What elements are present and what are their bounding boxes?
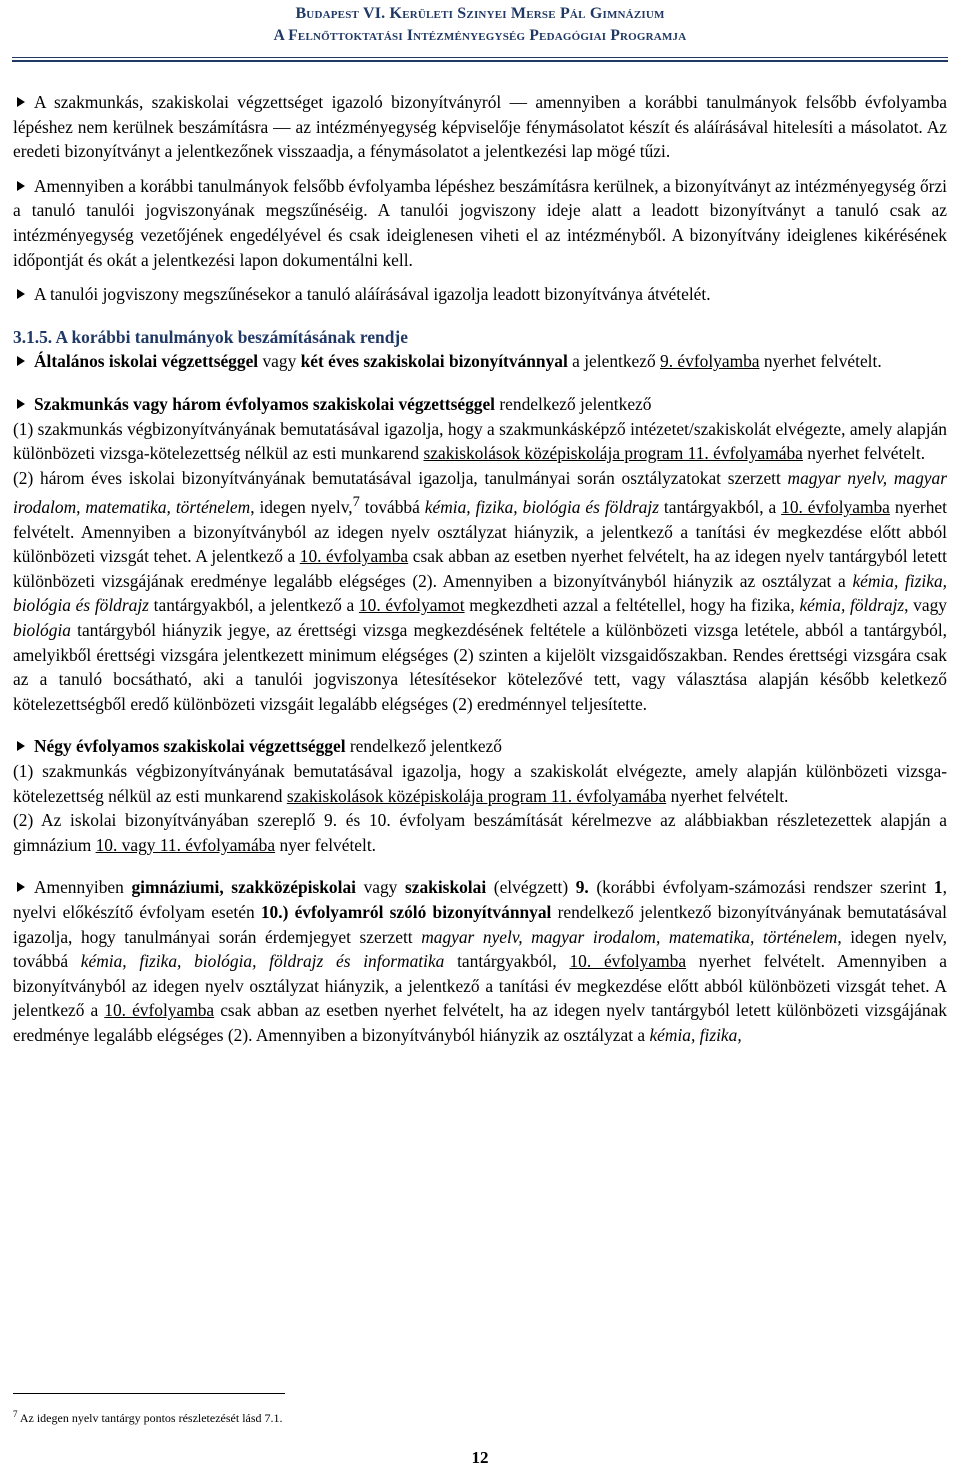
bullet-elementary: Általános iskolai végzettséggel vagy két éves szakiskolai bizonyítvánnyal a jelentkező 9. évfolyamba nyerhet felvételt. (13, 349, 947, 374)
header-program-title: A Felnőttoktatási Intézményegység Pedagógiai Programja (273, 27, 687, 44)
section-number: 3.1.5. (13, 326, 53, 347)
footnote-ref: 7 (352, 494, 360, 511)
item-four-year-1: (1) szakmunkás végbizonyítványának bemutatásával igazolja, hogy a szakiskolát elvégezte, amely alapján különbözeti vizsga-kötelezettség nélkül az esti munkarend szakiskolások középiskolája program 11. évfolyamába nyerhet felvételt. (13, 761, 947, 806)
item-four-year-2: (2) Az iskolai bizonyítványában szereplő 9. és 10. évfolyam beszámítását kérelmezve az alábbiakban részletezettek alapján a gimnázium 10. vagy 11. évfolyamába nyer felvételt. (13, 810, 947, 855)
triangle-bullet-icon (17, 356, 25, 366)
header-rule-thick (12, 60, 948, 62)
triangle-bullet-icon (17, 97, 25, 107)
document-body (13, 90, 947, 1048)
bullet-four-year-vocational: Négy évfolyamos szakiskolai végzettséggel rendelkező jelentkező (13, 734, 947, 759)
paragraph-copy-certificate: A szakmunkás, szakiskolai végzettséget igazoló bizonyítványról — amennyiben a korábbi tanulmányok felsőbb évfolyamba lépéshez nem kerülnek beszámításra — az intézményegység képviselője fénymásolatot készít és aláírásával hitelesíti a másolatot. Az eredeti bizonyítványt a jelentkezőnek visszaadja, a fénymásolatot a jelentkezési lap mögé tűzi. (13, 92, 947, 162)
triangle-bullet-icon (17, 399, 25, 409)
footnote-rule (13, 1393, 285, 1394)
footnote (13, 1407, 283, 1426)
triangle-bullet-icon (17, 882, 25, 892)
bullet-gymnasium: Amennyiben gimnáziumi, szakközépiskolai vagy szakiskolai (elvégzett) 9. (korábbi évfolyam-számozási rendszer szerint 1, nyelvi előkészítő évfolyam esetén 10.) évfolyamról szóló bizonyítvánnyal rendelkező jelentkező bizonyítványának bemutatásával igazolja, hogy tanulmányai során érdemjegyet szerzett magyar nyelv, magyar irodalom, matematika, történelem, idegen nyelv, továbbá kémia, fizika, biológia, földrajz és informatika tantárgyakból, 10. évfolyamba nyerhet felvételt. Amennyiben a bizonyítványból az idegen nyelv osztályzat hiányzik, a jelentkező a tanítási év megkezdése előtt abból különbözeti vizsgát tehet. A jelentkező a 10. évfolyamba csak abban az esetben nyerhet felvételt, ha az idegen nyelv tantárgyból letett különbözeti vizsgájának eredménye legalább elégséges (2). Amennyiben a bizonyítványból hiányzik az osztályzat a kémia, fizika, (13, 877, 947, 1045)
triangle-bullet-icon (17, 741, 25, 751)
footnote-number: 7 (13, 1409, 18, 1419)
header-school-name: Budapest VI. Kerületi Szinyei Merse Pál Gimnázium (295, 5, 665, 22)
section-heading (13, 325, 947, 350)
header-rule (12, 57, 948, 58)
triangle-bullet-icon (17, 181, 25, 191)
paragraph-return-certificate: A tanulói jogviszony megszűnésekor a tanuló aláírásával igazolja leadott bizonyítványa átvételét. (13, 282, 947, 307)
item-three-year-2: (2) három éves iskolai bizonyítványának bemutatásával igazolja, tanulmányai során osztályzatokat szerzett magyar nyelv, magyar irodalom, matematika, történelem, idegen nyelv,$^7$ továbbá kémia, fizika, biológia és földrajz tantárgyakból, a 10. évfolyamba nyerhet felvételt. Amennyiben a bizonyítványból az idegen nyelv osztályzat hiányzik, a jelentkező a tanítási év megkezdése előtt abból különbözeti vizsgát tehet. A jelentkező a 10. évfolyamba csak abban az esetben nyerhet felvételt, ha az idegen nyelv tantárgyból letett különbözeti vizsgájának eredménye legalább elégséges (2). Amennyiben a bizonyítványból hiányzik az osztályzat a kémia, fizika, biológia és földrajz tantárgyakból, a jelentkező a 10. évfolyamot megkezdheti azzal a feltétellel, hogy ha fizika, kémia, földrajz, vagy biológia tantárgyból hiányzik jegye, az érettségi vizsga megkezdésének feltétele a különbözeti vizsga letétele, abból a tantárgyból, amelyikből érettségi vizsgára jelentkezett minimum elégséges (2) szinten a kijelölt vizsgaidőszakban. Rendes érettségi vizsgára csak az a tanuló bocsátható, aki a tanulói jogviszonya létesítésekor kötelezővé tett, vagy választása alapján később keletkező kötelezettségből eredő különbözeti vizsgáit legalább elégséges (2) eredménnyel teljesítette. (13, 467, 947, 714)
page-number: 12 (471, 1448, 489, 1467)
section-title: A korábbi tanulmányok beszámításának rendje (55, 326, 408, 347)
bullet-three-year-vocational: Szakmunkás vagy három évfolyamos szakiskolai végzettséggel rendelkező jelentkező (13, 392, 947, 417)
paragraph-keep-certificate: Amennyiben a korábbi tanulmányok felsőbb évfolyamba lépéshez beszámításra kerülnek, a bizonyítványt az intézményegység őrzi a tanuló tanulói jogviszonyának megszűnéséig. A tanulói jogviszony ideje alatt a leadott bizonyítványt a tanuló csak az intézményegység vezetőjének engedélyével és csak ideiglenesen viheti el az intézményből. A bizonyítvány ideiglenes kikérésének időpontját és okát a jelentkezési lapon dokumentálni kell. (13, 175, 947, 270)
triangle-bullet-icon (17, 289, 25, 299)
item-three-year-1: (1) szakmunkás végbizonyítványának bemutatásával igazolja, hogy a szakmunkásképző intézetet/szakiskolát elvégezte, amely alapján különbözeti vizsga-kötelezettség nélkül az esti munkarend szakiskolások középiskolája program 11. évfolyamába nyerhet felvételt. (13, 418, 947, 464)
footnote-text: Az idegen nyelv tantárgy pontos részletezését lásd 7.1. (17, 1411, 283, 1425)
page-header (0, 3, 960, 47)
